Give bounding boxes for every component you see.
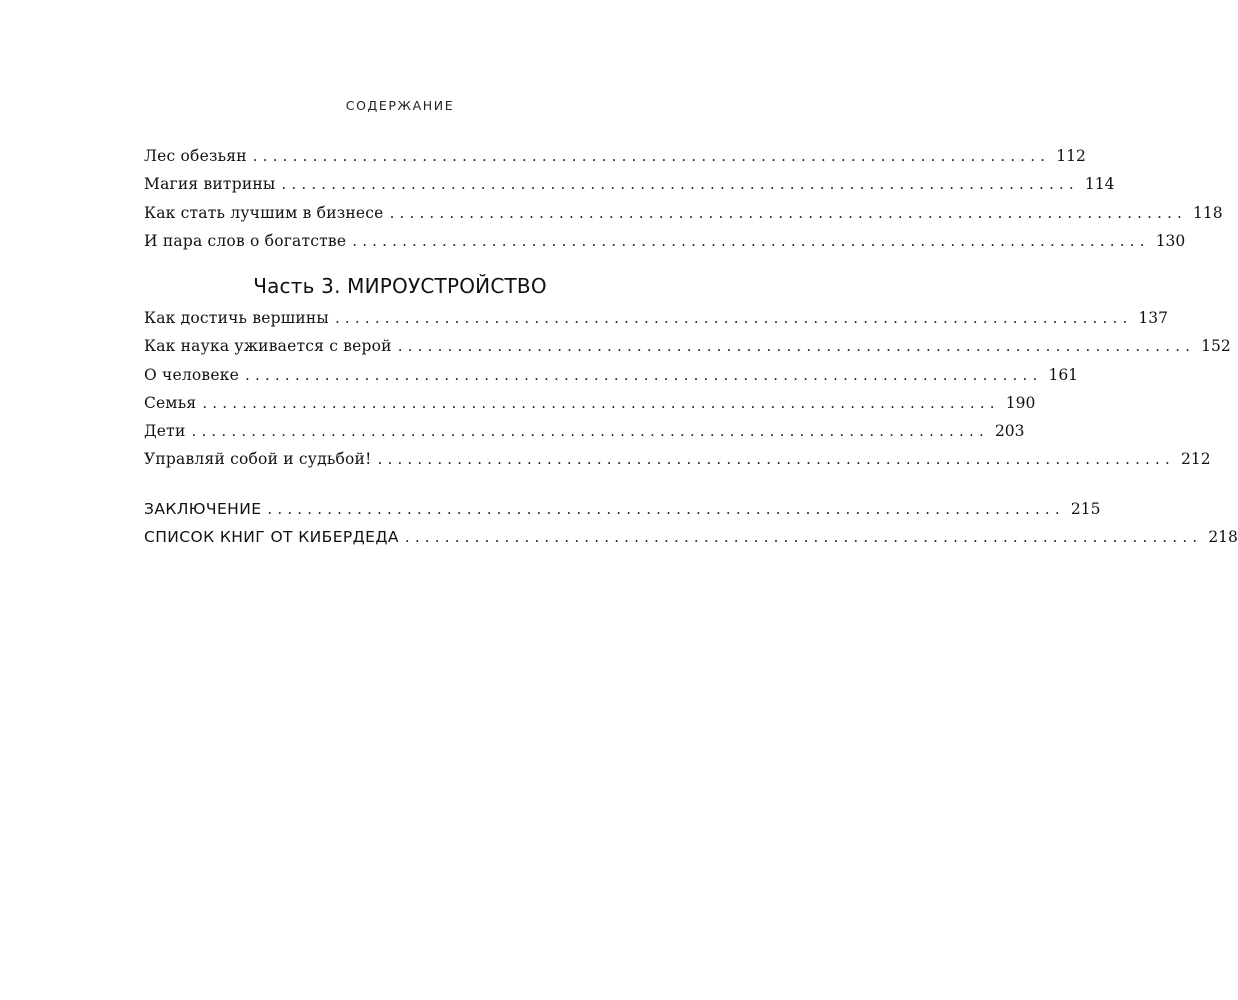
toc-entry-page: 114 <box>1084 175 1115 194</box>
toc-entry-page: 118 <box>1193 203 1223 222</box>
toc-entry-title: Магия витрины <box>144 175 276 194</box>
toc-entry <box>144 389 1036 417</box>
toc-entry-page: 152 <box>1201 337 1231 356</box>
toc-entry <box>144 142 1086 170</box>
toc-entry <box>144 227 1186 255</box>
toc-entry <box>144 361 1079 389</box>
dot-leader: ................................................................................ <box>202 393 1000 412</box>
dot-leader: ................................................................................ <box>252 147 1051 165</box>
dot-leader: ................................................................................ <box>245 365 1043 384</box>
dot-leader: ................................................................................ <box>377 450 1175 469</box>
toc-entry-page: 215 <box>1070 500 1101 518</box>
toc-entry-page: 190 <box>1005 393 1036 412</box>
toc-entry <box>144 332 1231 360</box>
section-heading: Часть 3. МИРОУСТРОЙСТВО <box>253 274 547 298</box>
dot-leader: ................................................................................ <box>352 231 1150 250</box>
toc-entry-title: О человеке <box>144 365 239 384</box>
running-head: СОДЕРЖАНИЕ <box>345 98 455 113</box>
dot-leader: ................................................................................ <box>404 528 1203 547</box>
toc-entry-title: Семья <box>144 393 197 412</box>
toc-entry <box>144 523 1238 551</box>
toc-entry-page: 212 <box>1180 450 1211 469</box>
toc-group-1 <box>144 142 1223 255</box>
toc-entry-title: Лес обезьян <box>144 147 247 165</box>
toc-entry <box>144 417 1025 445</box>
toc-entry-title: Как наука уживается с верой <box>144 337 392 356</box>
toc-entry-page: 112 <box>1056 147 1086 165</box>
toc-entry-page: 218 <box>1208 528 1238 547</box>
toc-entry <box>144 495 1101 523</box>
toc-entry <box>144 445 1211 473</box>
toc-entry-page: 130 <box>1155 231 1186 250</box>
toc-entry-title: Управляй собой и судьбой! <box>144 450 372 469</box>
dot-leader: ................................................................................ <box>397 337 1196 356</box>
toc-entry-title: СПИСОК КНИГ ОТ КИБЕРДЕДА <box>144 528 399 547</box>
toc-group-2 <box>144 304 1231 474</box>
toc-entry-title: ЗАКЛЮЧЕНИЕ <box>144 500 262 518</box>
toc-entry-page: 203 <box>994 422 1025 441</box>
toc-entry <box>144 199 1223 227</box>
toc-group-3 <box>144 495 1238 552</box>
toc-entry-title: Дети <box>144 422 186 441</box>
toc-entry-title: И пара слов о богатстве <box>144 231 347 250</box>
toc-entry-title: Как стать лучшим в бизнесе <box>144 203 384 222</box>
toc-entry <box>144 170 1115 198</box>
dot-leader: ................................................................................ <box>191 422 989 441</box>
toc-entry-page: 137 <box>1138 309 1169 327</box>
dot-leader: ................................................................................ <box>389 203 1188 222</box>
dot-leader: ................................................................................ <box>334 309 1133 327</box>
dot-leader: ................................................................................ <box>281 175 1079 194</box>
toc-entry-page: 161 <box>1048 365 1079 384</box>
dot-leader: ................................................................................ <box>267 500 1065 518</box>
toc-entry <box>144 304 1169 332</box>
toc-entry-title: Как достичь вершины <box>144 309 329 327</box>
